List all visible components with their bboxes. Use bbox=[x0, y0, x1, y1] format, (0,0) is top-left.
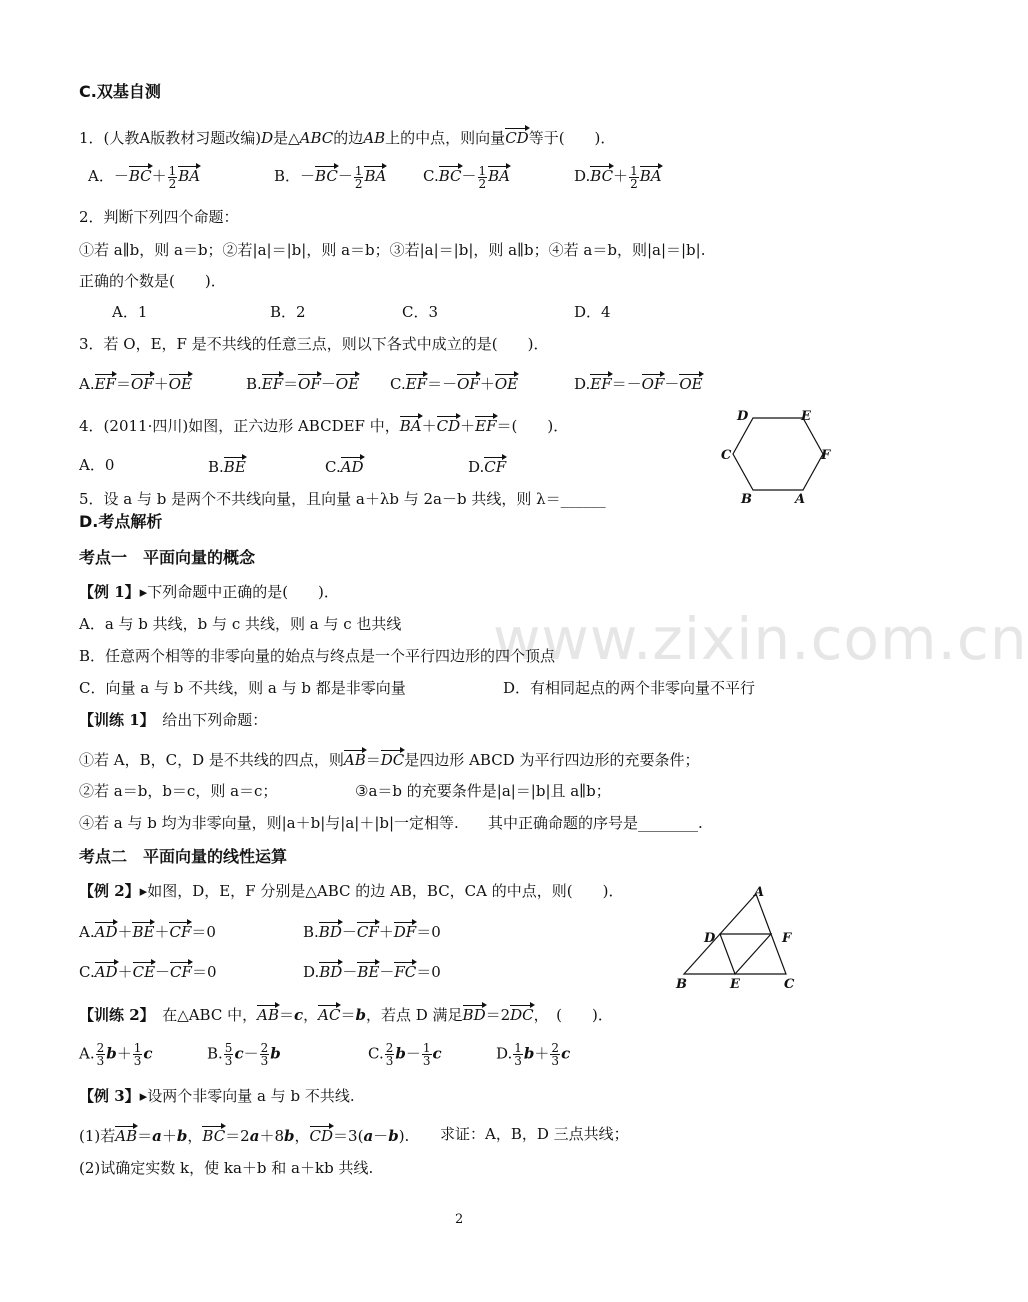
section-c-title: C.双基自测 bbox=[79, 82, 161, 101]
topic1-title: 考点一 平面向量的概念 bbox=[79, 548, 256, 567]
training1-prop2: ②若 a＝b，b＝c，则 a＝c； bbox=[79, 782, 278, 800]
q2-option-c[interactable]: C．3 bbox=[402, 303, 439, 321]
triangle-label-e: E bbox=[730, 977, 740, 992]
training1-prop1: ①若 A，B，C，D 是不共线的四点，则AB＝DC是四边形 ABCD 为平行四边形的充要条件； bbox=[79, 748, 699, 770]
q4-option-c[interactable]: C.AD bbox=[325, 455, 364, 477]
example3-part2: (2)试确定实数 k，使 ka＋b 和 a＋kb 共线. bbox=[79, 1159, 374, 1177]
hex-label-b: B bbox=[741, 492, 752, 507]
training2-option-a[interactable]: A. $\frac{2}{3}$ b＋ $\frac{1}{3}$ c bbox=[79, 1041, 153, 1068]
example1-option-a[interactable]: A．a 与 b 共线，b 与 c 共线，则 a 与 c 也共线 bbox=[79, 615, 402, 633]
q4-option-b[interactable]: B.BE bbox=[208, 455, 246, 477]
q3-option-a[interactable]: A.EF＝OF＋OE bbox=[79, 372, 192, 394]
example1-option-b[interactable]: B．任意两个相等的非零向量的始点与终点是一个平行四边形的四个顶点 bbox=[79, 647, 556, 665]
example3-stem: 【例 3】▸设两个非零向量 a 与 b 不共线. bbox=[79, 1087, 355, 1105]
triangle-label-d: D bbox=[704, 931, 716, 946]
q4-option-a[interactable]: A．0 bbox=[79, 456, 115, 474]
training2-stem: 【训练 2】 在△ABC 中，AB＝c，AC＝b，若点 D 满足BD＝2DC， ( )． bbox=[79, 1003, 613, 1025]
example3-part1: (1)若AB＝a＋b，BC＝2a＋8b，CD＝3(a－b). bbox=[79, 1124, 409, 1146]
section-d-title: D.考点解析 bbox=[79, 512, 163, 531]
topic2-title: 考点二 平面向量的线性运算 bbox=[79, 847, 288, 866]
hexagon-figure bbox=[715, 402, 840, 510]
example2-option-c[interactable]: C.AD＋CE－CF＝0 bbox=[79, 960, 216, 982]
training2-option-c[interactable]: C. $\frac{2}{3}$ b－ $\frac{1}{3}$ c bbox=[368, 1041, 442, 1068]
triangle-label-b: B bbox=[676, 977, 687, 992]
triangle-figure bbox=[668, 884, 806, 994]
example1-option-c[interactable]: C．向量 a 与 b 不共线，则 a 与 b 都是非零向量 bbox=[79, 679, 406, 697]
q3-option-b[interactable]: B.EF＝OF－OE bbox=[246, 372, 359, 394]
q4-stem: 4．(2011·四川)如图，正六边形 ABCDEF 中，BA＋CD＋EF＝( )． bbox=[79, 414, 568, 436]
hex-label-d: D bbox=[737, 409, 749, 424]
q2-stem: 2．判断下列四个命题： bbox=[79, 208, 239, 226]
example1-option-d[interactable]: D．有相同起点的两个非零向量不平行 bbox=[503, 679, 756, 697]
q1-option-a[interactable]: A．－BC＋ $\frac{1}{2}$ BA bbox=[88, 163, 201, 191]
example2-stem: 【例 2】▸如图，D，E，F 分别是△ABC 的边 AB，BC，CA 的中点，则( )． bbox=[79, 882, 624, 900]
q2-option-a[interactable]: A．1 bbox=[112, 303, 148, 321]
q3-stem: 3．若 O，E，F 是不共线的任意三点，则以下各式中成立的是( )． bbox=[79, 335, 549, 353]
watermark: www.zixin.com.cn bbox=[493, 605, 1028, 673]
q2-option-b[interactable]: B．2 bbox=[270, 303, 306, 321]
q1-option-d[interactable]: D.BC＋ $\frac{1}{2}$ BA bbox=[574, 163, 662, 191]
training1-stem: 【训练 1】 给出下列命题： bbox=[79, 711, 268, 729]
q3-option-c[interactable]: C.EF＝－OF＋OE bbox=[390, 372, 518, 394]
triangle-label-a: A bbox=[754, 885, 765, 900]
training2-option-b[interactable]: B. $\frac{5}{3}$ c－ $\frac{2}{3}$ b bbox=[207, 1041, 281, 1068]
example2-option-d[interactable]: D.BD－BE－FC＝0 bbox=[303, 960, 441, 982]
q2-propositions: ①若 a∥b，则 a＝b；②若|a|＝|b|，则 a＝b；③若|a|＝|b|，则 a∥b；④若 a＝b，则|a|＝|b|. bbox=[79, 241, 706, 259]
q2-option-d[interactable]: D．4 bbox=[574, 303, 611, 321]
training1-answer: 其中正确命题的序号是________. bbox=[488, 814, 703, 832]
q1-option-c[interactable]: C.BC－ $\frac{1}{2}$ BA bbox=[423, 163, 511, 191]
q1-stem: 1．(人教A版教材习题改编)D是△ABC的边AB上的中点，则向量CD等于( )． bbox=[79, 126, 615, 148]
training1-prop4: ④若 a 与 b 均为非零向量，则|a＋b|与|a|＋|b|一定相等. bbox=[79, 814, 459, 832]
q1-option-b[interactable]: B．－BC－ $\frac{1}{2}$ BA bbox=[274, 163, 387, 191]
example1-stem: 【例 1】▸下列命题中正确的是( )． bbox=[79, 583, 339, 601]
hex-label-f: F bbox=[821, 448, 831, 463]
example2-option-b[interactable]: B.BD－CF＋DF＝0 bbox=[303, 920, 441, 942]
hex-label-a: A bbox=[795, 492, 806, 507]
q3-option-d[interactable]: D.EF＝－OF－OE bbox=[574, 372, 703, 394]
example2-option-a[interactable]: A.AD＋BE＋CF＝0 bbox=[79, 920, 216, 942]
q5-stem: 5．设 a 与 b 是两个不共线向量，且向量 a＋λb 与 2a－b 共线，则 λ＝______ bbox=[79, 490, 606, 508]
hex-label-c: C bbox=[721, 448, 732, 463]
hex-label-e: E bbox=[801, 409, 811, 424]
triangle-label-f: F bbox=[782, 931, 792, 946]
q4-option-d[interactable]: D.CF bbox=[468, 455, 506, 477]
example3-prove: 求证：A，B，D 三点共线； bbox=[440, 1125, 629, 1143]
triangle-label-c: C bbox=[784, 977, 795, 992]
q2-question: 正确的个数是( )． bbox=[79, 272, 226, 290]
page-number: 2 bbox=[455, 1212, 464, 1227]
training1-prop3: ③a＝b 的充要条件是|a|＝|b|且 a∥b； bbox=[355, 782, 611, 800]
training2-option-d[interactable]: D. $\frac{1}{3}$ b＋ $\frac{2}{3}$ c bbox=[496, 1041, 571, 1068]
